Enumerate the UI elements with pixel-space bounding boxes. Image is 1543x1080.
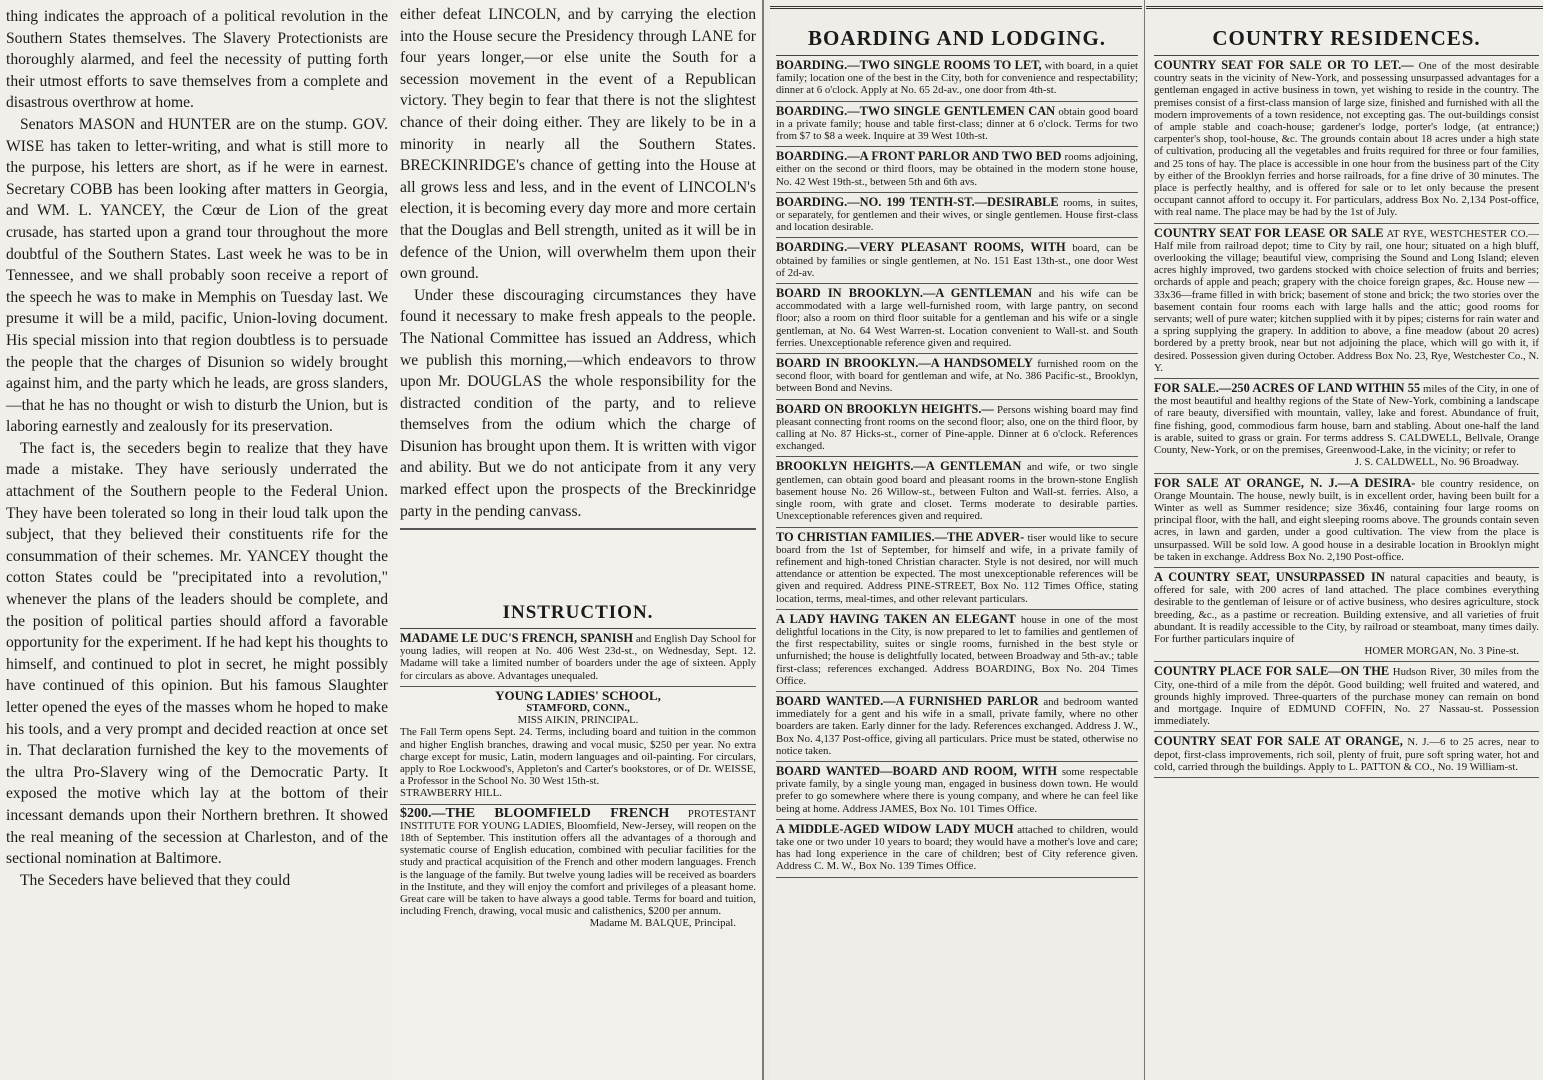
top-rule xyxy=(770,6,1142,9)
classified-ad xyxy=(400,687,756,805)
instruction-section xyxy=(392,586,762,934)
editorial-paragraph: thing indicates the approach of a political revolution in the Southern States themselves. The Slavery Protectionists are thoroughly alarmed, and feel the necessity of putting forth their utmost efforts to save themselves from a complete and disastrous overthrow at home. xyxy=(6,8,388,112)
ad-lead: A MIDDLE-AGED WIDOW LADY MUCH xyxy=(776,821,1014,836)
ad-lead: BOARDING.—A FRONT PARLOR AND TWO BED xyxy=(776,149,1062,164)
ad-subtitle: STAMFORD, CONN., xyxy=(526,702,630,715)
column-rule xyxy=(1144,0,1145,1080)
ad-lead: BOARDING.—TWO SINGLE GENTLEMEN CAN xyxy=(776,103,1056,118)
ad-signature: J. S. CALDWELL, No. 96 Broadway. xyxy=(1354,456,1519,469)
ad-body: board, can be obtained by families or single gentlemen, at No. 151 East 13th-st., one door West of 2d-av. xyxy=(776,242,1138,279)
ad-signature: STRAWBERRY HILL. xyxy=(400,787,502,800)
editorial-paragraph: Under these discouraging circumstances they have found it necessary to make fresh appeals to the people. The National Committee has issued an Address, which we publish this morning,—which endeavors to throw upon Mr. DOUGLAS the whole responsibility for the distracted condition of the party, and to relieve themselves from the odium which the charge of Disunion has brought upon them. It is written with vigor and ability. But we do not anticipate from it any very marked effect upon the prospects of the Breckinridge party in the pending canvass. xyxy=(400,286,756,520)
ad-lead: BOARD ON BROOKLYN HEIGHTS.— xyxy=(776,401,994,416)
classified-ad xyxy=(1154,732,1539,778)
ad-lead: COUNTRY SEAT FOR SALE AT ORANGE, xyxy=(1154,734,1403,749)
ad-signature: Madame M. BALQUE, Principal. xyxy=(589,917,736,930)
ad-body: One of the most desirable country seats in the vicinity of New-York, and possessing unsurpassed advantages for a gentleman engaged in active business in town, yet wishing to reside in the country. The premises consist of a first-class mansion of large size, finished and furnished with all the modern improvements of a town residence, not excepting gas. The out-buildings consist of ample stable and coach-house; gardener's lodge, porter's lodge, (at entrance;) carpenter's shop, tool-house, &c. The grounds contain about 18 acres under a high state of cultivation, producing all the vegetables and fruits required for three or four families, and 25 tons of hay. The place is accessible in one hour from the business part of the City by either of the Brooklyn ferries and horse railroads, for a fine drive of 30 minutes. The place is perfectly healthy, and is offered for sale or to let only because the present occupant cannot afford to occupy it. For particulars, address Box No. 2,134 Post-office, with real name. The place may be had by the 1st of July. xyxy=(1154,60,1540,219)
ad-lead: FOR SALE AT ORANGE, N. J.—A DESIRA- xyxy=(1154,475,1416,490)
classified-ad xyxy=(1154,662,1539,732)
top-rule xyxy=(1146,6,1543,9)
classified-ad xyxy=(776,457,1138,527)
ad-lead: BOARD WANTED.—A FURNISHED PARLOR xyxy=(776,693,1039,708)
ad-lead: COUNTRY PLACE FOR SALE—ON THE xyxy=(1154,664,1390,679)
classified-ad xyxy=(776,238,1138,284)
ad-body: AT RYE, WESTCHESTER CO.—Half mile from railroad depot; time to City by rail, one hour; situated on a high bluff, overlooking the village; beautiful view, comprising the Sound and Long Island; eleven acres highly improved, two gardens stocked with choice selection of fruits and berries; orchards of apple and peach; grapery with the choice foreign grapes, &c. House new —33x36—frame filled in with brick; basement of stone and brick; the two stories over the basement contain four rooms each with large halls and the attic; good rooms for servants; well of pure water; kitchen supplied with it by pipes; cisterns for rain water and a spring supplying the grapery. In addition to above, a fine meadow (about 20 acres) bordered by a pretty brook, near but not adjoining the place, which will go with it, if desired. Possession given during October. Address Box No. 23, Rye, Westchester Co., N. Y. xyxy=(1154,227,1539,374)
classified-ad xyxy=(400,805,756,934)
ad-lead: COUNTRY SEAT FOR SALE OR TO LET.— xyxy=(1154,58,1414,72)
editorial-paragraph: The fact is, the seceders begin to realize that they have made a mistake. They have seriously underrated the attachment of the Southern people to the Federal Union. They have been tolerated so long in their loud talk upon the subject, that they believed their constituents rife for the consummation of their schemes. Mr. YANCEY thought the cotton States could be "precipitated into a revolution," whenever the plans of the leaders should be complete, and the position of political parties should afford a favorable opportunity for the experiment. If he had kept his thoughts to himself, and continued to plot in secret, he might possibly have continued of this opinion. But his famous Slaughter letter opened the eyes of the masses whom he hoped to make his tools, and a very prompt and decided reaction at once set in. That declaration furnished the key to the movements of the ultra Pro-Slavery wing of the Democratic Party. It exposed the motive which lay at the bottom of their incessant demands upon their Northern brethren. It showed the real meaning of the secession at Charleston, and of the sectional nomination at Baltimore. xyxy=(6,439,388,868)
ad-lead: TO CHRISTIAN FAMILIES.—THE ADVER- xyxy=(776,529,1025,544)
classified-ad xyxy=(776,147,1138,193)
ad-body: N. J.—6 to 25 acres, near to depot, first-class improvements, rich soil, plenty of fruit, pure soft spring water, hot and cold, carried through the buildings. Apply to L. PATTON & CO., No. 19 William-st. xyxy=(1154,736,1539,773)
ad-body: and his wife can be accommodated with a large well-furnished room, with large pantry, on second floor; also a room on third floor suitable for a gentleman and his wife or a single gentleman, at No. 64 West Warren-st. Location convenient to Wall-st. and South ferries. Unexceptionable reference given and required. xyxy=(776,288,1138,349)
classified-ad xyxy=(1154,474,1539,568)
ad-subtitle: MISS AIKIN, PRINCIPAL. xyxy=(517,714,639,727)
classified-ad xyxy=(1154,379,1539,473)
editorial-continuation xyxy=(400,4,756,530)
ad-body: Hudson River, 30 miles from the City, one-third of a mile from the dépôt. Good building; well fruited and watered, and grounds highly improved. Three-quarters of the purchase money can remain on bond and mortgage. Inquire of EDMUND COFFIN, No. 27 Nassau-st. Possession immediately. xyxy=(1154,666,1540,728)
country-header: COUNTRY RESIDENCES. xyxy=(1154,4,1539,56)
ad-body: and English Day School for young ladies, will reopen at No. 406 West 23d-st., on Wednesday, Sept. 12. Madame will take a limited number of boarders under the age of sixteen. Apply for circulars as above. Advantages unequaled. xyxy=(400,633,757,682)
classified-ad xyxy=(776,193,1138,239)
boarding-ad-list xyxy=(776,56,1138,878)
ad-body: and wife, or two single gentlemen, can obtain good board and pleasant rooms in the brown-stone English basement house No. 26 Willow-st., between Fulton and Wall-st. ferries. Also, a single room, with grate and closet. Terms moderate to desirable parties. Unexceptionable references given and required. xyxy=(776,461,1138,523)
classified-ad xyxy=(776,610,1138,692)
ad-body: tiser would like to secure board from the 1st of September, for himself and wife, in a private family of refinement and high-toned Christian character. Style is not desired, nor will much attendance or attention be expected. The most unexceptionable references will be given and required. Address PINE-STREET, Box No. 112 Times Office, stating location, terms, meal-times, and other relevant particulars. xyxy=(776,531,1138,605)
editorial-paragraph: The Seceders have believed that they could xyxy=(20,871,291,889)
ad-body: natural capacities and beauty, is offered for sale, with 200 acres of land attached. The place combines everything desirable to the gentleman of leisure or of active business, who desires agriculture, stock breeding, &c., as a pastime or recreation. Building extensive, and all varieties of fruit abundant. It is readily accessible to the City, by railroad or steamboat, many times daily. For further particulars inquire of xyxy=(1154,571,1540,645)
ad-title: YOUNG LADIES' SCHOOL, xyxy=(495,687,661,703)
classified-ad xyxy=(1154,224,1539,379)
ad-lead: COUNTRY SEAT FOR LEASE OR SALE xyxy=(1154,225,1384,240)
ad-body: attached to children, would take one or two under 10 years to board; they would have a mother's love and care; has had long experience in the care of children; best of City reference given. Address C. M. W., Box No. 139 Times Office. xyxy=(776,823,1138,873)
ad-body: The Fall Term opens Sept. 24. Terms, including board and tuition in the common and higher English branches, drawing and vocal music, $250 per year. No extra charge except for music, Latin, modern languages and oil-painting. For circulars, apply to Roe Lockwood's, Appleton's and Carter's bookstores, or of Dr. WEISSE, a Professor in the School No. 30 West 15th-st. xyxy=(400,726,756,788)
ad-lead: A LADY HAVING TAKEN AN ELEGANT xyxy=(776,611,1016,626)
ad-lead: BROOKLYN HEIGHTS.—A GENTLEMAN xyxy=(776,459,1022,474)
editorial-paragraph: either defeat LINCOLN, and by carrying the election into the House secure the Presidency through LANE for four years longer,—or else unite the South for a secession movement in the event of a Republican victory. They begin to fear that there is not the slightest chance of their doing either. They are likely to be in a minority in nearly all the Southern States. BRECKINRIDGE's chance of getting into the House at all grows less and less, and in the event of LINCOLN's election, it is becoming every day more and more certain that the Douglas and Bell strength, united as it will be in defence of the Union, will overwhelm them upon their own ground. xyxy=(400,6,756,283)
ad-body: ble country residence, on Orange Mountain. The house, newly built, is in excellent order, having been built for a Winter as well as Summer residence; size 36x46, containing four large rooms on principal floor, with the hall, and eight sleeping rooms above. The grounds contain seven acres, in lawn and garden, under a good cultivation. The view from the place is unsurpassed. Will be sold low. A good house in a desirable location in Brooklyn might be taken in exchange. Address Box No. 2,190 Post-office. xyxy=(1154,477,1540,563)
editorial-column-1 xyxy=(0,0,392,1080)
classified-ad xyxy=(776,820,1138,878)
country-column xyxy=(1146,0,1543,1080)
classified-ad xyxy=(776,400,1138,458)
classified-ad xyxy=(400,629,756,687)
classified-ad xyxy=(776,102,1138,148)
ad-body: Persons wishing board may find pleasant connecting front rooms on the second floor; also, one on the third floor, by calling at No. 87 Hicks-st., corner of Pine-apple. Dinner at 6 o'clock. References exchanged. xyxy=(776,403,1138,453)
ad-lead: BOARD WANTED—BOARD AND ROOM, WITH xyxy=(776,763,1057,778)
editorial-paragraph: Senators MASON and HUNTER are on the stump. GOV. WISE has taken to letter-writing, and what is still more to the purpose, his letters are short, as if he were in earnest. Secretary COBB has been looking after matters in Georgia, and WM. L. YANCEY, the Cœur de Lion of the great crusade, has started upon a grand tour throughout the more doubtful of the Southern States. Last week he was to be in Tennessee, and we shall probably soon receive a report of the speech he was to make in Memphis on Tuesday last. We presume it will be a mild, pacific, Union-loving document. His special mission into that region doubtless is to persuade the people that the charges of Disunion so widely brought against him, and the party which he leads, are gross slanders,—that he has no thought or wish to disturb the Union, but is laboring earnestly and zealously for its preservation. xyxy=(6,115,388,436)
classified-ad xyxy=(776,692,1138,762)
ad-lead: BOARDING.—NO. 199 TENTH-ST.—DESIRABLE xyxy=(776,194,1059,209)
country-ad-list xyxy=(1154,56,1539,778)
ad-lead: BOARD IN BROOKLYN.—A GENTLEMAN xyxy=(776,286,1032,301)
ad-body: miles of the City, in one of the most beautiful and healthy regions of the State of New-York, combining a landscape of rare beauty, diversified with mountain, valley, lake and forest. Abundance of fruit, fine fishing, good, commodious farm house, barn and stabling. About one-half the land is arable, suited to grass or grain. For terms address S. CALDWELL, Bellvale, Orange County, New-York, or on the premises, Greenwood-Lake, in the vicinity; or refer to xyxy=(1154,383,1540,457)
ad-body: obtain good board in a private family; house and table first-class; dinner at 6 o'clock. Terms for two from $7 to $8 a week. Inquire at 39 West 10th-st. xyxy=(776,105,1138,143)
boarding-column xyxy=(770,0,1142,1080)
ad-body: rooms adjoining, either on the second or third floors, may be obtained in the modern stone house, No. 42 West 19th-st., between 5th and 6th avs. xyxy=(776,151,1138,188)
ad-lead: FOR SALE.—250 ACRES OF LAND WITHIN 55 xyxy=(1154,381,1421,396)
classified-ad xyxy=(776,284,1138,354)
ad-lead: BOARDING.—TWO SINGLE ROOMS TO LET, xyxy=(776,58,1042,72)
instruction-header: INSTRUCTION. xyxy=(400,586,756,629)
ad-body: with board, in a quiet family; location one of the best in the City, both for convenience and respectability; dinner at 6 o'clock. Apply at No. 65 2d-av., one door from 4th-st. xyxy=(776,60,1138,97)
ad-signature: HOMER MORGAN, No. 3 Pine-st. xyxy=(1364,645,1519,658)
ad-body: PROTESTANT INSTITUTE FOR YOUNG LADIES, Bloomfield, New-Jersey, will reopen on the 18th of September. This institution offers all the advantages of a thorough and systematic course of English education, combined with peculiar facilities for the study and practical acquisition of the French and other modern languages. French is the language of the family. But twelve young ladies will be received as boarders in the Institute, and they will enjoy the comfort and privileges of a pleasant home. Great care will be taken to have always a good table. Terms for board and tuition, including French, drawing, vocal music and calisthenics, $200 per annum. xyxy=(400,807,756,918)
ad-body: house in one of the most delightful locations in the City, is now prepared to let to families and gentlemen of the first respectability, suites or single rooms, furnished in the best style or unfurnished; the house is delightfully located, between Broadway and 5th-av.; table first-class; references exchanged. Address BOARDING, Box No. 204 Times Office. xyxy=(776,613,1139,687)
classified-ad xyxy=(776,56,1138,102)
classified-ad xyxy=(1154,568,1539,662)
ad-body: rooms, in suites, or separately, for gentlemen and their wives, or single gentlemen. House first-class and location desirable. xyxy=(776,196,1138,234)
classified-ad xyxy=(776,354,1138,400)
boarding-header: BOARDING AND LODGING. xyxy=(776,4,1138,56)
ad-lead: BOARD IN BROOKLYN.—A HANDSOMELY xyxy=(776,356,1033,371)
ad-lead: $200.—THE BLOOMFIELD FRENCH xyxy=(400,805,670,821)
ad-lead: BOARDING.—VERY PLEASANT ROOMS, WITH xyxy=(776,240,1066,255)
ad-body: and bedroom wanted immediately for a gent and his wife in a small, private family, where no other boarders are taken. Early dinner for the lady. References exchanged. Address J. W., Box No. 4,137 Post-office, giving all particulars. Price must be stated, otherwise no notice taken. xyxy=(776,695,1139,757)
ad-lead: A COUNTRY SEAT, UNSURPASSED IN xyxy=(1154,569,1385,584)
classified-ad xyxy=(1154,56,1539,224)
classified-ad xyxy=(776,528,1138,610)
ad-lead: MADAME LE DUC'S FRENCH, SPANISH xyxy=(400,631,634,645)
column-rule xyxy=(762,0,764,1080)
ad-body: furnished room on the second floor, with board for gentleman and wife, at No. 386 Pacific-st., Brooklyn, between Bond and Nevins. xyxy=(776,358,1139,395)
classified-ad xyxy=(776,762,1138,820)
ad-body: some respectable private family, by a single young man, engaged in business down town. He would prefer to go somewhere where there is young company, and where he can feel like being at home. Address JAMES, Box No. 101 Times Office. xyxy=(776,765,1138,815)
